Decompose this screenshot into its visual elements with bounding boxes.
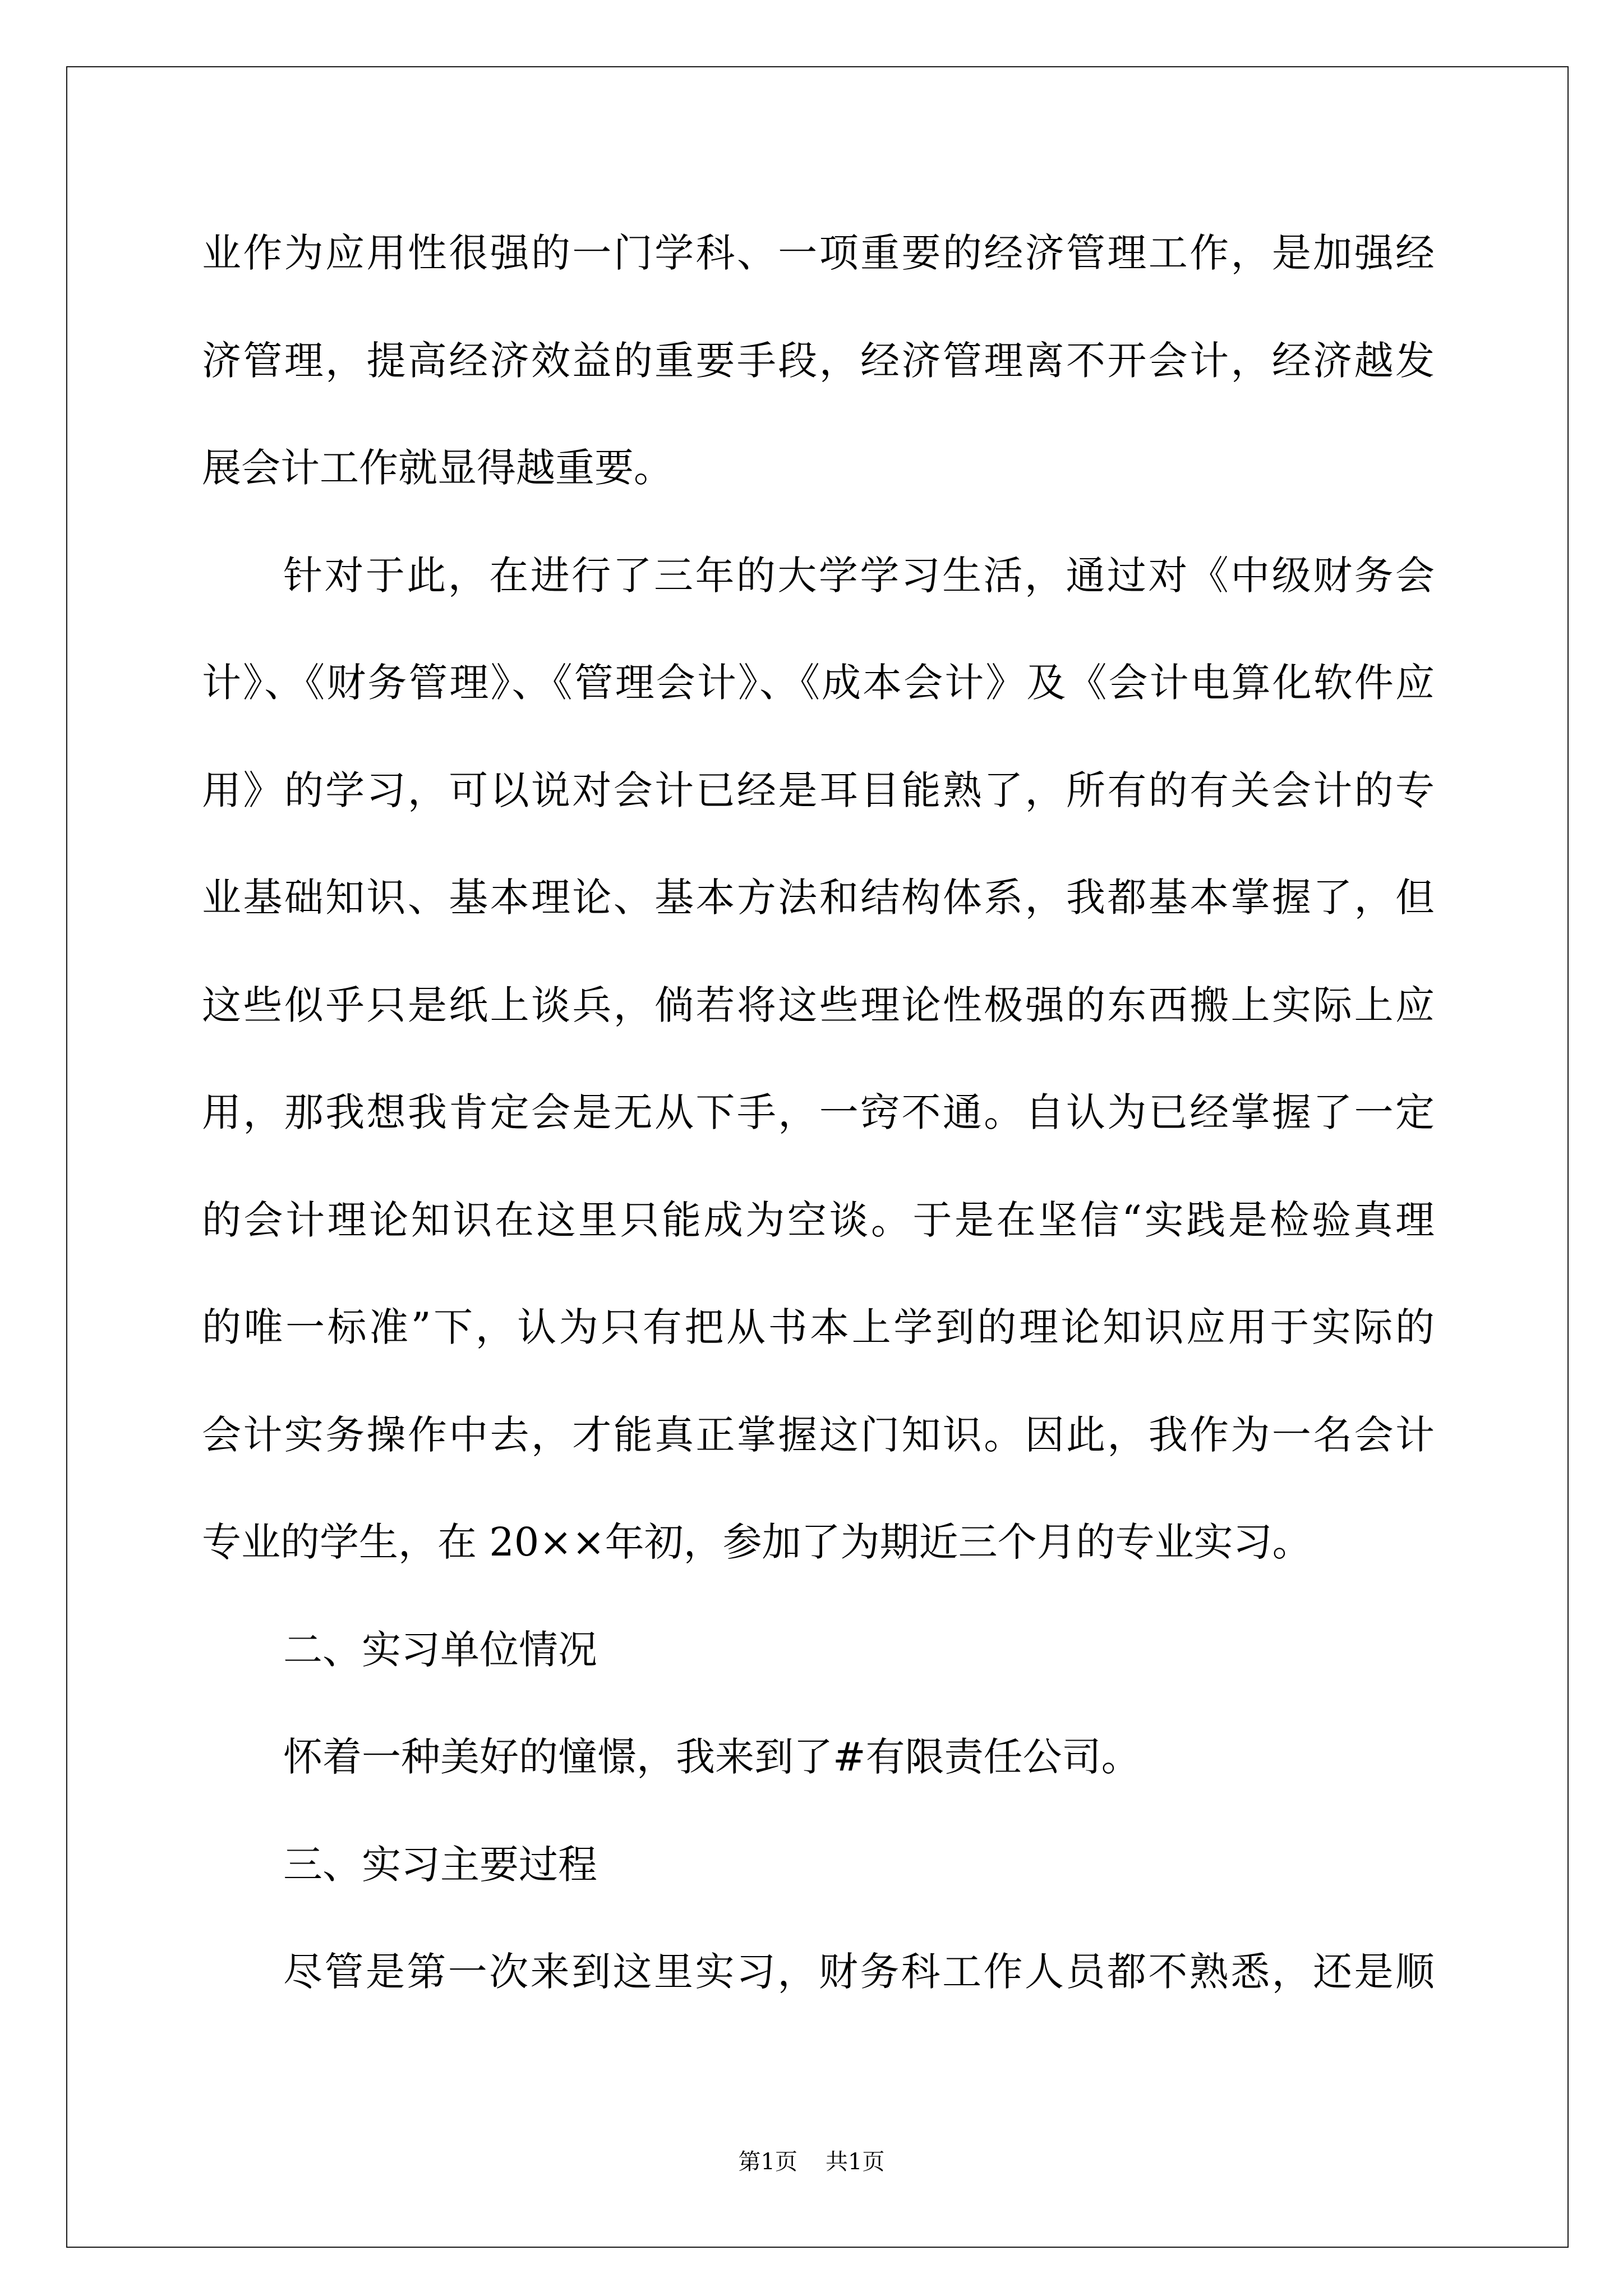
text-line: 业基础知识、基本理论、基本方法和结构体系，我都基本掌握了，但 — [202, 875, 1435, 921]
text-line: 尽管是第一次来到这里实习，财务科工作人员都不熟悉，还是顺 — [283, 1949, 1435, 1995]
text-line: 这些似乎只是纸上谈兵，倘若将这些理论性极强的东西搬上实际上应 — [202, 982, 1435, 1028]
text-line: 计》、《财务管理》、《管理会计》、《成本会计》及《会计电算化软件应 — [202, 660, 1435, 706]
text-line: 专业的学生，在 20××年初，参加了为期近三个月的专业实习。 — [202, 1519, 1312, 1565]
text-line: 的会计理论知识在这里只能成为空谈。于是在坚信“实践是检验真理 — [202, 1197, 1435, 1243]
text-line: 用》的学习，可以说对会计已经是耳目能熟了，所有的有关会计的专 — [202, 767, 1435, 813]
page-number: 第1页 — [738, 2149, 797, 2175]
text-line: 业作为应用性很强的一门学科、一项重要的经济管理工作，是加强经 — [202, 230, 1435, 276]
text-line: 济管理，提高经济效益的重要手段，经济管理离不开会计，经济越发 — [202, 337, 1435, 384]
section-heading: 三、实习主要过程 — [283, 1841, 597, 1888]
text-line: 用，那我想我肯定会是无从下手，一窍不通。自认为已经掌握了一定 — [202, 1089, 1435, 1135]
text-line: 针对于此，在进行了三年的大学学习生活，通过对《中级财务会 — [283, 552, 1435, 599]
document-body — [202, 200, 1435, 2026]
text-line: 会计实务操作中去，才能真正掌握这门知识。因此，我作为一名会计 — [202, 1411, 1435, 1458]
text-line: 怀着一种美好的憧憬，我来到了#有限责任公司。 — [283, 1734, 1141, 1780]
section-heading: 二、实习单位情况 — [283, 1626, 597, 1673]
text-line: 的唯一标准”下，认为只有把从书本上学到的理论知识应用于实际的 — [202, 1304, 1435, 1350]
text-line: 展会计工作就显得越重要。 — [202, 445, 673, 491]
page-total: 共1页 — [826, 2149, 885, 2175]
page-footer — [0, 2145, 1623, 2179]
